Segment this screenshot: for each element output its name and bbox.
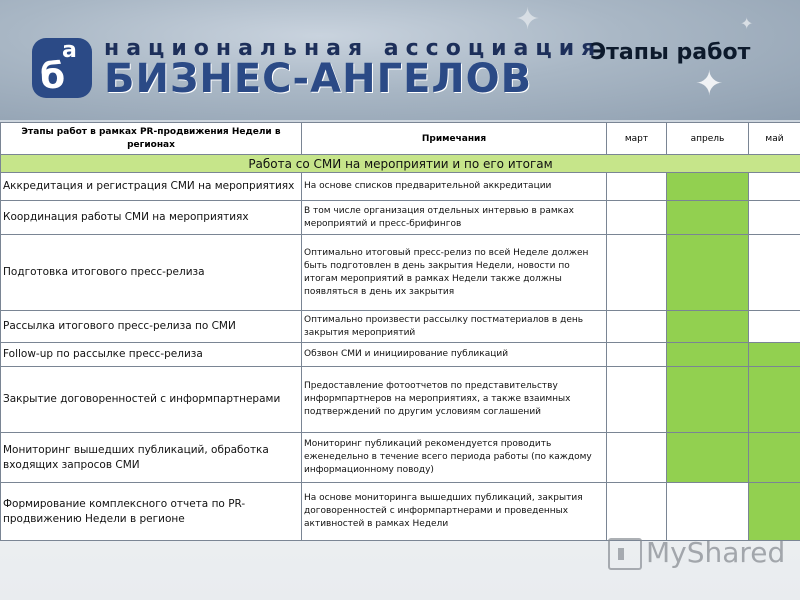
month-cell: [607, 235, 667, 311]
star-decoration-icon: ✦: [515, 2, 541, 37]
month-cell: [607, 433, 667, 483]
month-cell: [749, 173, 800, 201]
task-cell: Мониторинг вышедших публикаций, обработка входящих запросов СМИ: [1, 433, 302, 483]
month-cell: [607, 483, 667, 541]
month-cell: [749, 311, 800, 343]
logo-badge: [32, 38, 92, 98]
star-decoration-icon: ✦: [695, 64, 724, 104]
month-cell-active: [667, 201, 749, 235]
month-cell-active: [749, 343, 800, 367]
table-row: [1, 343, 800, 367]
task-cell: Аккредитация и регистрация СМИ на мероприятиях: [1, 173, 302, 201]
presentation-icon: [608, 538, 642, 570]
note-cell: В том числе организация отдельных интервью в рамках мероприятий и пресс-брифингов: [302, 201, 607, 235]
task-cell: Рассылка итогового пресс-релиза по СМИ: [1, 311, 302, 343]
watermark-text: MyShared: [646, 536, 786, 569]
note-cell: Оптимально итоговый пресс-релиз по всей Неделе должен быть подготовлен в день закрытия Недели, новости по итогам мероприятий в рамках Недели также должны появляться в день их закрытия: [302, 235, 607, 311]
star-decoration-icon: ✦: [740, 14, 754, 33]
task-cell: Подготовка итогового пресс-релиза: [1, 235, 302, 311]
month-cell-active: [749, 433, 800, 483]
month-cell: [607, 343, 667, 367]
table-row: [1, 483, 800, 541]
section-header: Работа со СМИ на мероприятии и по его итогам: [1, 155, 800, 173]
month-cell: [749, 235, 800, 311]
table-row: [1, 173, 800, 201]
page-title: Этапы работ: [590, 40, 751, 65]
month-cell-active: [667, 235, 749, 311]
month-cell-active: [667, 311, 749, 343]
column-header-month: март: [607, 123, 667, 155]
table-row: [1, 201, 800, 235]
column-header-task: Этапы работ в рамках PR-продвижения Недели в регионах: [1, 123, 302, 155]
table-row: [1, 367, 800, 433]
logo-title: БИЗНЕС-АНГЕЛОВ: [104, 56, 533, 102]
note-cell: Обзвон СМИ и инициирование публикаций: [302, 343, 607, 367]
work-stages-table: [0, 122, 800, 541]
month-cell-active: [749, 483, 800, 541]
month-cell-active: [749, 367, 800, 433]
header-banner: [0, 0, 800, 120]
column-header-month: апрель: [667, 123, 749, 155]
logo-subtitle: национальная ассоциация: [104, 36, 603, 61]
table-row: [1, 433, 800, 483]
month-cell-active: [667, 367, 749, 433]
task-cell: Формирование комплексного отчета по PR-продвижению Недели в регионе: [1, 483, 302, 541]
logo-badge-letter: б: [40, 56, 66, 97]
month-cell: [607, 201, 667, 235]
logo-badge-letter-a: a: [62, 38, 77, 63]
note-cell: На основе мониторинга вышедших публикаций, закрытия договоренностей с информпартнерами и проведенных активностей в рамках Недели: [302, 483, 607, 541]
note-cell: Оптимально произвести рассылку постматериалов в день закрытия мероприятий: [302, 311, 607, 343]
note-cell: Предоставление фотоотчетов по представительству информпартнеров на мероприятиях, а также взаимных подтверждений по другим условиям соглашений: [302, 367, 607, 433]
task-cell: Координация работы СМИ на мероприятиях: [1, 201, 302, 235]
month-cell: [607, 311, 667, 343]
month-cell: [607, 367, 667, 433]
month-cell-active: [667, 173, 749, 201]
watermark: [608, 534, 786, 574]
month-cell: [667, 483, 749, 541]
task-cell: Закрытие договоренностей с информпартнерами: [1, 367, 302, 433]
column-header-month: май: [749, 123, 800, 155]
task-cell: Follow-up по рассылке пресс-релиза: [1, 343, 302, 367]
table-row: [1, 311, 800, 343]
column-header-notes: Примечания: [302, 123, 607, 155]
month-cell-active: [667, 433, 749, 483]
note-cell: Мониторинг публикаций рекомендуется проводить еженедельно в течение всего периода работы (по каждому информационному поводу): [302, 433, 607, 483]
month-cell: [607, 173, 667, 201]
month-cell-active: [667, 343, 749, 367]
table-row: [1, 235, 800, 311]
month-cell: [749, 201, 800, 235]
note-cell: На основе списков предварительной аккредитации: [302, 173, 607, 201]
